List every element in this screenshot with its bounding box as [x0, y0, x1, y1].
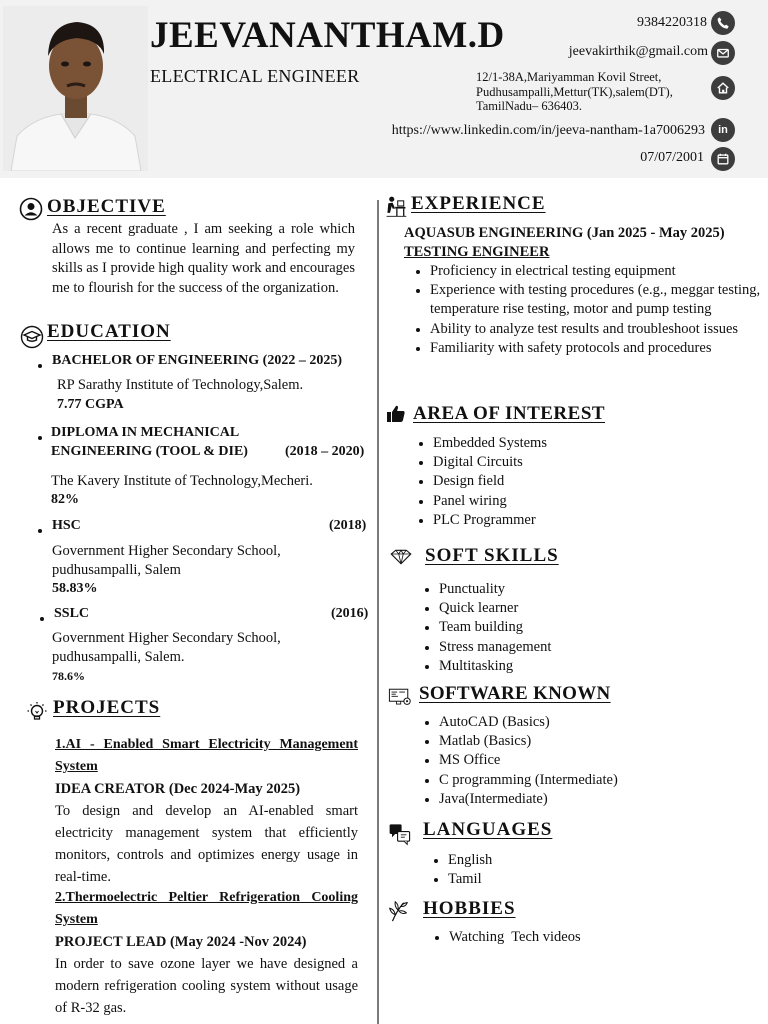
date-of-birth: 07/07/2001 — [640, 150, 704, 165]
be-degree: BACHELOR OF ENGINEERING (2022 – 2025) — [52, 353, 343, 368]
list-item: Experience with testing procedures (e.g., meggar testing, temperature rise testing, motor and pump testing — [413, 281, 761, 319]
experience-position: TESTING ENGINEER — [404, 244, 550, 260]
calendar-icon — [711, 147, 735, 171]
list-item: Familiarity with safety protocols and procedures — [413, 339, 761, 358]
list-item: Panel wiring — [416, 492, 716, 511]
objective-heading: OBJECTIVE — [47, 196, 166, 217]
interest-heading: AREA OF INTEREST — [413, 403, 606, 424]
experience-list — [413, 262, 761, 358]
soft-skills-heading: SOFT SKILLS — [425, 545, 559, 566]
list-item: Punctuality — [422, 580, 722, 599]
project-1-role: IDEA CREATOR (Dec 2024-May 2025) — [55, 781, 301, 797]
computer-settings-icon — [383, 684, 417, 710]
interest-list — [416, 434, 716, 530]
address-line: TamilNadu– 636403. — [476, 99, 583, 113]
education-heading: EDUCATION — [47, 321, 171, 342]
translation-icon — [385, 820, 415, 848]
email-link[interactable]: jeevakirthik@gmail.com — [568, 44, 708, 59]
list-item: Design field — [416, 472, 716, 491]
list-item: Proficiency in electrical testing equipment — [413, 262, 761, 281]
phone-number: 9384220318 — [637, 15, 707, 30]
project-2 — [55, 887, 358, 1019]
profile-photo — [3, 6, 148, 171]
linkedin-icon: in — [711, 118, 735, 142]
list-item: MS Office — [422, 751, 742, 770]
project-1-name: 1.AI - Enabled Smart Electricity Management System — [55, 737, 358, 774]
home-icon — [711, 76, 735, 100]
hsc-school: Government Higher Secondary School, — [52, 543, 281, 559]
list-item: Ability to analyze test results and troubleshoot issues — [413, 320, 761, 339]
column-divider — [377, 200, 379, 1024]
leaf-sprig-icon — [386, 898, 410, 924]
lightbulb-icon — [25, 700, 49, 724]
resume-header — [0, 0, 768, 178]
hobbies-list — [432, 928, 682, 947]
experience-heading: EXPERIENCE — [411, 193, 546, 214]
diploma-title-line1: DIPLOMA IN MECHANICAL — [51, 425, 240, 440]
list-item: AutoCAD (Basics) — [422, 713, 742, 732]
software-list — [422, 713, 742, 809]
phone-icon — [711, 11, 735, 35]
be-score: 7.77 CGPA — [57, 397, 124, 412]
list-bullet — [40, 617, 44, 621]
objective-text: As a recent graduate , I am seeking a role which allows me to continue learning and perfecting my skills as I provide high quality work and encourages me to flourish for the success of the organization. — [52, 221, 355, 296]
diploma-school: The Kavery Institute of Technology,Mecheri. — [51, 473, 313, 489]
list-item: Digital Circuits — [416, 453, 716, 472]
list-bullet — [38, 529, 42, 533]
sslc-label: SSLC — [54, 606, 90, 621]
project-2-role: PROJECT LEAD (May 2024 -Nov 2024) — [55, 934, 307, 950]
worker-desk-icon — [383, 192, 409, 220]
list-item: Matlab (Basics) — [422, 732, 742, 751]
project-2-description: In order to save ozone layer we have designed a modern refrigeration cooling system without usage of R-32 gas. — [55, 956, 358, 1016]
soft-skills-list — [422, 580, 722, 676]
address — [476, 70, 708, 114]
candidate-name: JEEVANANTHAM.D — [150, 15, 505, 56]
list-bullet — [38, 364, 42, 368]
diamond-icon — [385, 545, 417, 569]
graduation-cap-icon — [20, 325, 44, 349]
hsc-school-town: pudhusampalli, Salem — [52, 562, 181, 578]
linkedin-link[interactable]: https://www.linkedin.com/in/jeeva-nantham-1a7006293 — [391, 123, 705, 138]
user-icon — [19, 197, 43, 221]
list-item: English — [431, 851, 631, 870]
hsc-label: HSC — [52, 518, 81, 533]
list-item: Stress management — [422, 638, 722, 657]
list-item: Java(Intermediate) — [422, 790, 742, 809]
list-item: C programming (Intermediate) — [422, 771, 742, 790]
sslc-school-town: pudhusampalli, Salem. — [52, 649, 185, 665]
sslc-year: (2016) — [331, 606, 369, 621]
address-line: 12/1-38A,Mariyamman Kovil Street, — [476, 70, 662, 84]
address-line: Pudhusampalli,Mettur(TK),salem(DT), — [476, 84, 673, 99]
list-item: Quick learner — [422, 599, 722, 618]
diploma-score: 82% — [51, 492, 79, 507]
hobbies-heading: HOBBIES — [423, 898, 516, 919]
experience-company: AQUASUB ENGINEERING (Jan 2025 - May 2025) — [404, 225, 725, 241]
thumbs-up-icon — [385, 403, 407, 425]
candidate-role: ELECTRICAL ENGINEER — [150, 66, 360, 86]
list-item: Multitasking — [422, 657, 722, 676]
list-item: Watching Tech videos — [432, 928, 682, 947]
mail-icon — [711, 41, 735, 65]
software-heading: SOFTWARE KNOWN — [419, 683, 611, 704]
be-school: RP Sarathy Institute of Technology,Salem. — [57, 377, 304, 393]
list-bullet — [38, 436, 42, 440]
hsc-year: (2018) — [329, 518, 367, 533]
sslc-score: 78.6% — [52, 669, 85, 683]
list-item: Tamil — [431, 870, 631, 889]
diploma-year: (2018 – 2020) — [285, 444, 365, 459]
list-item: Team building — [422, 618, 722, 637]
languages-heading: LANGUAGES — [423, 819, 553, 840]
languages-list — [431, 851, 631, 889]
projects-heading: PROJECTS — [53, 697, 161, 718]
list-item: Embedded Systems — [416, 434, 716, 453]
diploma-title-line2: ENGINEERING (TOOL & DIE) — [51, 444, 248, 459]
project-1-description: To design and develop an AI-enabled smart electricity management system that efficiently monitors, controls and optimizes energy usage in real-time. — [55, 803, 358, 885]
list-item: PLC Programmer — [416, 511, 716, 530]
hsc-score: 58.83% — [52, 581, 98, 596]
project-2-name: 2.Thermoelectric Peltier Refrigeration Cooling System — [55, 890, 358, 927]
project-1 — [55, 734, 358, 888]
sslc-school: Government Higher Secondary School, — [52, 630, 281, 646]
